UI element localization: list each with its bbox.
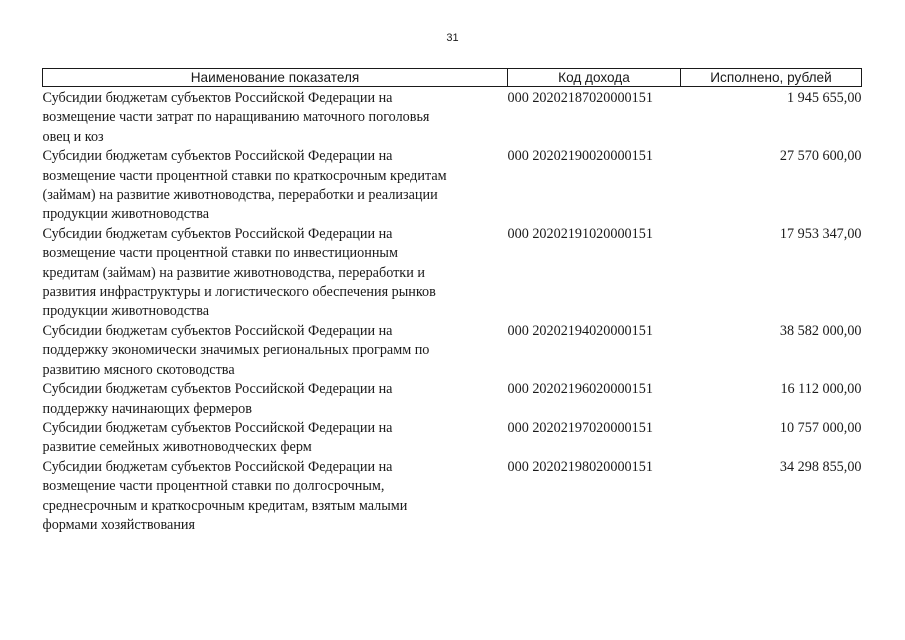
header-indicator-name: Наименование показателя	[43, 69, 508, 87]
table-row	[43, 458, 862, 536]
indicator-name-line: Субсидии бюджетам субъектов Российской Федерации на	[42, 419, 393, 436]
indicator-name-line: кредитам (займам) на развитие животноводства, переработки и	[42, 264, 425, 281]
indicator-name-line: Субсидии бюджетам субъектов Российской Федерации на	[42, 381, 393, 398]
header-executed-amount: Исполнено, рублей	[681, 69, 862, 87]
revenue-code-cell: 000 20202196020000151	[507, 381, 653, 398]
executed-amount-cell: 17 953 347,00	[779, 225, 862, 242]
table-body	[43, 87, 862, 536]
indicator-name-line: Субсидии бюджетам субъектов Российской Федерации на	[42, 90, 393, 106]
indicator-name-cell	[43, 419, 508, 458]
indicator-name-line: овец и коз	[42, 128, 104, 145]
indicator-name-cell	[43, 380, 508, 419]
indicator-name-line: Субсидии бюджетам субъектов Российской Федерации на	[42, 458, 393, 475]
indicator-name-line: продукции животноводства	[42, 206, 210, 223]
indicator-name-line: (займам) на развитие животноводства, переработки и реализации	[42, 187, 438, 204]
revenue-table	[42, 68, 862, 535]
revenue-code-cell: 000 20202190020000151	[507, 148, 653, 165]
indicator-name-line: поддержку начинающих фермеров	[42, 400, 252, 417]
revenue-code-cell: 000 20202194020000151	[507, 322, 653, 339]
revenue-code-cell: 000 20202187020000151	[507, 90, 653, 106]
indicator-name-line: возмещение части процентной ставки по инвестиционным	[42, 245, 398, 262]
indicator-name-line: Субсидии бюджетам субъектов Российской Федерации на	[42, 225, 393, 242]
indicator-name-cell	[43, 322, 508, 380]
revenue-code-cell: 000 20202198020000151	[507, 458, 653, 475]
executed-amount-cell: 1 945 655,00	[787, 90, 862, 106]
indicator-name-line: формами хозяйствования	[42, 516, 196, 533]
executed-amount-cell: 34 298 855,00	[779, 458, 862, 475]
indicator-name-line: развитию мясного скотоводства	[42, 361, 235, 378]
indicator-name-line: продукции животноводства	[42, 303, 210, 320]
indicator-name-cell	[43, 458, 508, 536]
executed-amount-cell: 38 582 000,00	[779, 322, 862, 339]
page-number: 31	[446, 32, 459, 44]
indicator-name-cell	[43, 147, 508, 225]
executed-amount-cell: 27 570 600,00	[779, 148, 862, 165]
indicator-name-line: поддержку экономически значимых региональных программ по	[42, 342, 430, 359]
table-row	[43, 147, 862, 225]
indicator-name-cell	[43, 87, 508, 148]
indicator-name-cell	[43, 225, 508, 322]
executed-amount-cell: 16 112 000,00	[780, 381, 862, 398]
revenue-code-cell: 000 20202191020000151	[507, 225, 653, 242]
indicator-name-line: Субсидии бюджетам субъектов Российской Федерации на	[42, 148, 393, 165]
indicator-name-line: среднесрочным и краткосрочным кредитам, взятым малыми	[42, 497, 408, 514]
indicator-name-line: развития инфраструктуры и логистического обеспечения рынков	[42, 284, 436, 301]
indicator-name-line: возмещение части затрат по наращиванию маточного поголовья	[42, 109, 430, 126]
table-row	[43, 87, 862, 148]
indicator-name-line: возмещение части процентной ставки по долгосрочным,	[42, 478, 385, 495]
table-row	[43, 380, 862, 419]
indicator-name-line: Субсидии бюджетам субъектов Российской Федерации на	[42, 322, 393, 339]
table-header-row	[43, 69, 862, 87]
indicator-name-line: возмещение части процентной ставки по краткосрочным кредитам	[42, 167, 447, 184]
executed-amount-cell: 10 757 000,00	[779, 419, 862, 436]
header-revenue-code: Код дохода	[508, 69, 681, 87]
revenue-code-cell: 000 20202197020000151	[507, 419, 653, 436]
table-row	[43, 225, 862, 322]
table-row	[43, 322, 862, 380]
indicator-name-line: развитие семейных животноводческих ферм	[42, 439, 312, 456]
table-row	[43, 419, 862, 458]
